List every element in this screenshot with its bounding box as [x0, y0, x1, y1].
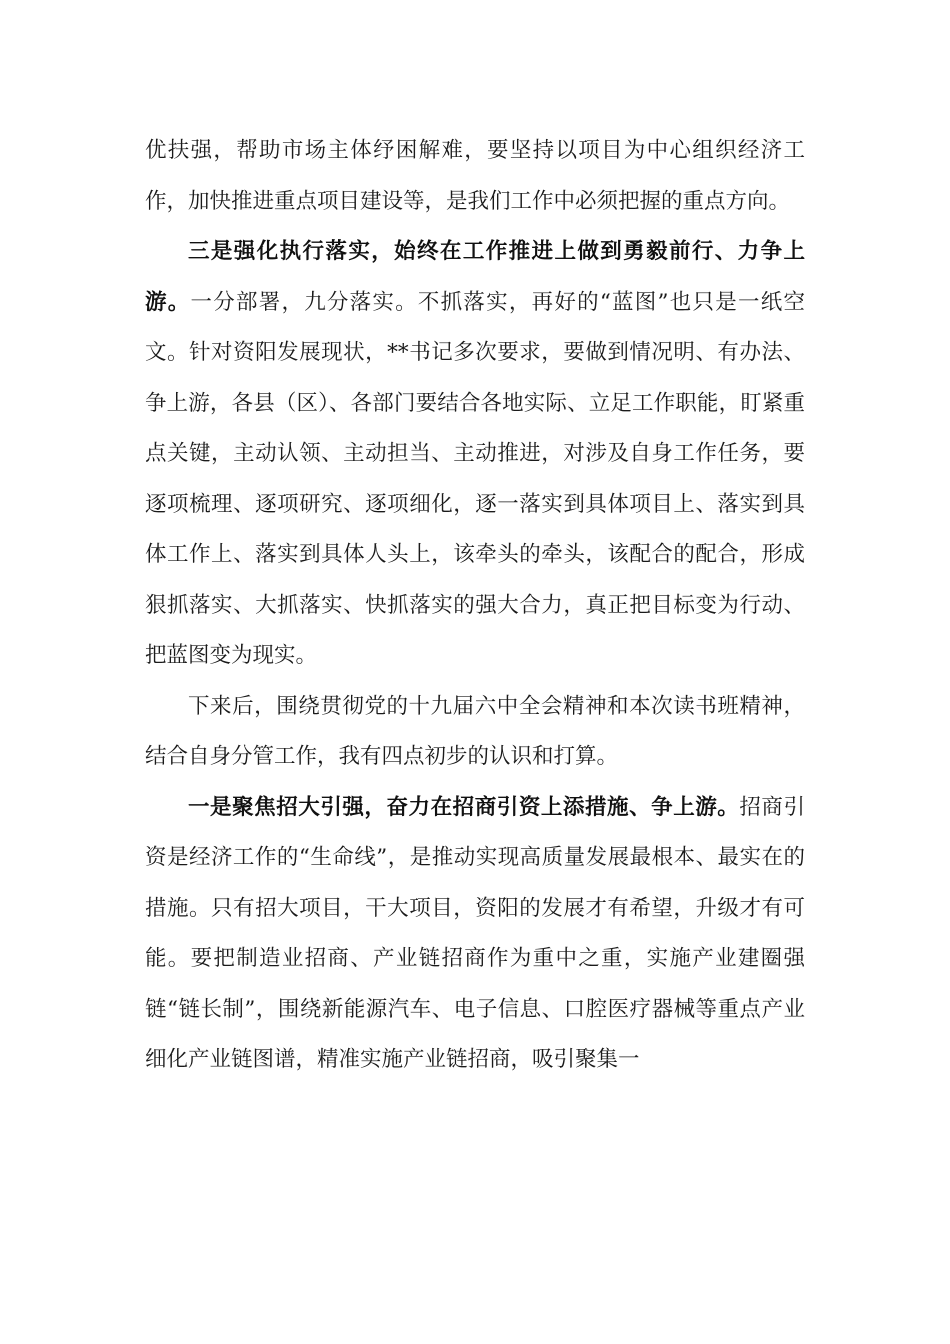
paragraph-4	[145, 783, 805, 1086]
paragraph-2-lead: 三是强化执行落实，始终在工作推进上做到勇毅前行、力争上游。	[145, 239, 805, 315]
paragraph-4-lead: 一是聚焦招大引强，奋力在招商引资上添措施、争上游。	[188, 794, 740, 820]
paragraph-3	[145, 682, 805, 783]
paragraph-4-text: 招商引资是经济工作的“生命线”，是推动实现高质量发展最根本、最实在的措施。只有招大项目，干大项目，资阳的发展才有希望，升级才有可能。要把制造业招商、产业链招商作为重中之重，实施产业建圈强链“链长制”，围绕新能源汽车、电子信息、口腔医疗器械等重点产业细化产业链图谱，精准实施产业链招商，吸引聚集一	[145, 794, 805, 1072]
paragraph-2-text: 一分部署，九分落实。不抓落实，再好的“蓝图”也只是一纸空文。针对资阳发展现状，**书记多次要求，要做到情况明、有办法、争上游，各县（区）、各部门要结合各地实际、立足工作职能，盯紧重点关键，主动认领、主动担当、主动推进，对涉及自身工作任务，要逐项梳理、逐项研究、逐项细化，逐一落实到具体项目上、落实到具体工作上、落实到具体人头上，该牵头的牵头，该配合的配合，形成狠抓落实、大抓落实、快抓落实的强大合力，真正把目标变为行动、把蓝图变为现实。	[145, 289, 805, 668]
paragraph-2	[145, 227, 805, 682]
paragraph-1	[145, 126, 805, 227]
document-body	[145, 126, 805, 1086]
paragraph-1-text: 优扶强，帮助市场主体纾困解难，要坚持以项目为中心组织经济工作，加快推进重点项目建设等，是我们工作中必须把握的重点方向。	[145, 138, 805, 214]
paragraph-3-text: 下来后，围绕贯彻党的十九届六中全会精神和本次读书班精神，结合自身分管工作，我有四点初步的认识和打算。	[145, 693, 805, 769]
